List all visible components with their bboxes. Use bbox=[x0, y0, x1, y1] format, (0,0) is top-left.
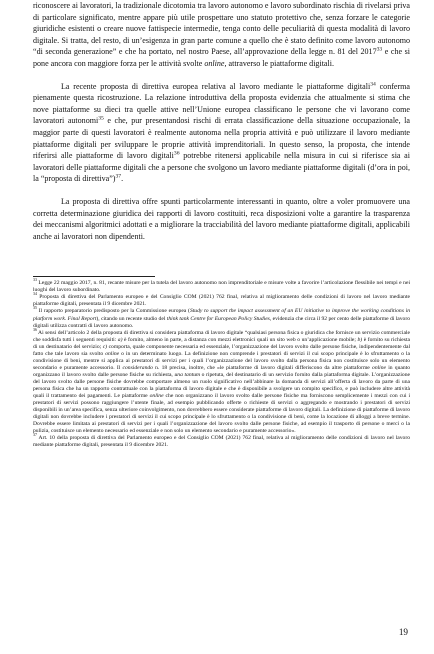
footnote bbox=[33, 308, 410, 329]
text-run: think tank Centre for European Policy Studies bbox=[166, 315, 270, 322]
text-run: a) bbox=[117, 336, 123, 343]
footnote bbox=[33, 327, 411, 436]
footnote-marker: 35 bbox=[33, 306, 37, 311]
text-run: c) bbox=[102, 343, 108, 350]
text-run: La recente proposta di direttiva europea relativa al lavoro mediante le piattaforme digitali bbox=[61, 81, 371, 91]
text-run: è fornito su richiesta di un destinatario del servizio; bbox=[33, 336, 410, 350]
text-run: in quanto organizzano il lavoro svolto dalle persone fisiche su richiesta, bbox=[33, 364, 411, 378]
body-paragraph bbox=[33, 196, 410, 242]
text-run: online bbox=[204, 58, 225, 68]
text-run: è fornito, almeno in parte, a distanza con mezzi elettronici quali un sito web o un’applicazione mobile; bbox=[122, 336, 358, 343]
text-run: o ripetuta, del destinatario di un servizio fornito dalla piattaforma digitale. L’organizzazione del lavoro svolto dalle persone fisiche dovrebbe comportare almeno un ruolo significativo nell’abbinare la domanda di servizi all’offerta di lavoro da parte di una persona fisica che ha un rapporto contrattuale con la piattaforma di lavoro digitale e che è disponibile a svolgere un compito specifico, e può includere altre attività quali il trattamento dei pagamenti. Le piattaforme bbox=[33, 371, 411, 400]
text-run: La proposta di direttiva offre spunti particolarmente interessanti in quanto, oltre a voler promuovere una corretta determinazione giuridica dei rapporti di lavoro costituiti, reca disposizioni volte a garantire la trasparenza dei meccanismi algoritmici adottati e a migliorare la tracciabilità del lavoro mediante piattaforme digitali, applicabili anche ai lavoratori non dipendenti. bbox=[33, 196, 410, 241]
footnote-marker: 33 bbox=[376, 46, 383, 53]
text-run: , evidenzia che circa il 92 per cento delle piattaforme di lavoro digitali utilizza contratti di lavoro autonomo. bbox=[33, 315, 410, 329]
text-run: Study to support the impact assessment of an EU initiative to improve the working conditions in platform work. Final Report bbox=[33, 308, 411, 322]
footnote-marker: 33 bbox=[33, 278, 37, 283]
footnote-marker: 34 bbox=[370, 80, 376, 87]
text-run: conferma pienamente questa ricostruzione. La relazione introduttiva della proposta evidenzia che attualmente si stima che nove piattaforme su dieci tra quelle attive nell’Unione europea classificano le persone che vi lavorano come lavoratori autonomi bbox=[33, 81, 410, 126]
text-run: online bbox=[105, 350, 120, 357]
main-text bbox=[33, 0, 410, 242]
text-run: una tantum bbox=[174, 371, 201, 378]
text-run: ), citando un recente studio del bbox=[96, 315, 167, 322]
text-run: Ai sensi dell’articolo 2 della proposta di direttiva si considera piattaforma di lavoro digitale “qualsiasi persona fisica o giuridica che fornisce un servizio commerciale che soddisfa tutti i seguenti requisiti: bbox=[33, 329, 410, 343]
footnote-marker: 35 bbox=[98, 115, 104, 122]
text-run: Proposta di direttiva del Parlamento europeo e del Consiglio COM (2021) 762 final, relativa al miglioramento delle condizioni di lavoro nel lavoro mediante piattaforme digitali, presentata il 9 dicembre 2021. bbox=[33, 294, 410, 308]
footnote bbox=[33, 435, 410, 449]
body-paragraph bbox=[33, 81, 410, 185]
text-run: b) bbox=[357, 336, 363, 343]
footnote-marker: 36 bbox=[173, 150, 180, 157]
document-page bbox=[33, 0, 410, 654]
footnotes bbox=[33, 280, 410, 449]
text-run: o in un determinato luogo. La definizione non comprende i prestatori di servizi il cui scopo principale è lo sfruttamento o la condivisione di beni, mentre si applica ai prestatori di servizi per i quali l’organizzazione del lavoro svolto dalla persona fisica non costituisce solo un elemento secondario e puramente accessorio. Il bbox=[33, 350, 410, 371]
text-run: online bbox=[372, 364, 386, 371]
footnote bbox=[33, 280, 410, 294]
footnote-marker: 37 bbox=[33, 433, 37, 438]
text-run: n. 18 precisa, inoltre, che «le piattaforme di lavoro digitali differiscono da altre piattaforme bbox=[152, 364, 373, 371]
text-run: online bbox=[149, 393, 164, 400]
text-run: che non organizzano il lavoro svolto dalle persone fisiche ma forniscono semplicemente i mezzi con cui i prestatori di servizi possono raggiungere l’utente finale, ad esempio pubblicando offerte o richieste di servizi o aggregando e mostrando i prestatori di servizi disponibili in un’area specifica, senza ulteriore coinvolgimento, non dovrebbero essere considerate piattaforme di lavoro digitali. La definizione di piattaforme di lavoro digitali non dovrebbe includere i prestatori di servizi il cui scopo principale è lo sfruttamento o la condivisione di beni, come la locazione di alloggi a breve termine. Dovrebbe essere limitata ai prestatori di servizi per i quali l’organizzazione del lavoro svolto dalle persone fisiche, ad esempio il trasporto di persone o merci o la pulizia, costituisce un elemento necessario ed essenziale e non solo un elemento secondario e puramente accessorio». bbox=[33, 393, 410, 435]
text-run: potrebbe ritenersi applicabile nella misura in cui si riferisce sia ai lavoratori delle piattaforme digitali che a persone che svolgono un lavoro mediante piattaforme digitali (d’ora in poi, la “proposta di direttiva”) bbox=[33, 151, 410, 184]
text-run: Art. 10 della proposta di direttiva del Parlamento europeo e del Consiglio COM (2021) 762 final, relativa al miglioramento delle condizioni di lavoro nel lavoro mediante piattaforme digitali, presentata il 9 dicembre 2021. bbox=[33, 435, 410, 449]
text-run: considerando bbox=[122, 364, 153, 371]
text-run: , attraverso le piattaforme digitali. bbox=[224, 58, 334, 68]
text-run: e che si pone ancora con maggiore forza per le attività svolte bbox=[33, 47, 411, 68]
text-run: Legge 22 maggio 2017, n. 81, recante misure per la tutela del lavoro autonomo non imprenditoriale e misure volte a favorire l’articolazione flessibile nei tempi e nei luoghi del lavoro subordinato. bbox=[33, 280, 410, 294]
text-run: riconoscere ai lavoratori, la tradizionale dicotomia tra lavoro autonomo e lavoro subordinato rischia di rivelarsi priva di particolare significato, mentre appare più utile prospettare uno statuto protettivo che, senza forzare le categorie giuridiche esistenti o creare nuove fattispecie intermedie, tenga conto delle peculiarità di questa modalità di lavoro digitale. Si tratta, del resto, di un’esigenza in gran parte comune a quello che è stato definito come lavoro autonomo “di seconda generazione” e che ha portato, nel nostro Paese, all’approvazione della legge n. 81 del 2017 bbox=[33, 1, 410, 57]
text-run: comporta, quale componente necessaria ed essenziale, l’organizzazione del lavoro svolto dalle persone fisiche, indipendentemente dal fatto che tale lavoro sia svolto bbox=[33, 343, 410, 357]
text-run: Il rapporto preparatorio predisposto per la Commissione europea ( bbox=[36, 308, 190, 315]
footnote-marker: 36 bbox=[33, 327, 37, 332]
footnote-marker: 37 bbox=[115, 173, 122, 180]
text-run: . bbox=[121, 174, 124, 184]
body-paragraph bbox=[33, 0, 410, 70]
footnote-marker: 34 bbox=[33, 292, 37, 297]
text-run: e che, pur presentandosi rischi di errata classificazione della situazione occupazionale, la maggior parte di questi lavoratori è realmente autonoma nella propria attività e può utilizzare il lavoro mediante piattaforme digitali per sviluppare le proprie attività imprenditoriali. In questo senso, la proposta, che intende riferirsi alle piattaforme di lavoro digitali bbox=[33, 116, 410, 161]
page-number: 19 bbox=[398, 627, 408, 637]
footnote-separator bbox=[33, 276, 155, 277]
footnote bbox=[33, 294, 410, 308]
